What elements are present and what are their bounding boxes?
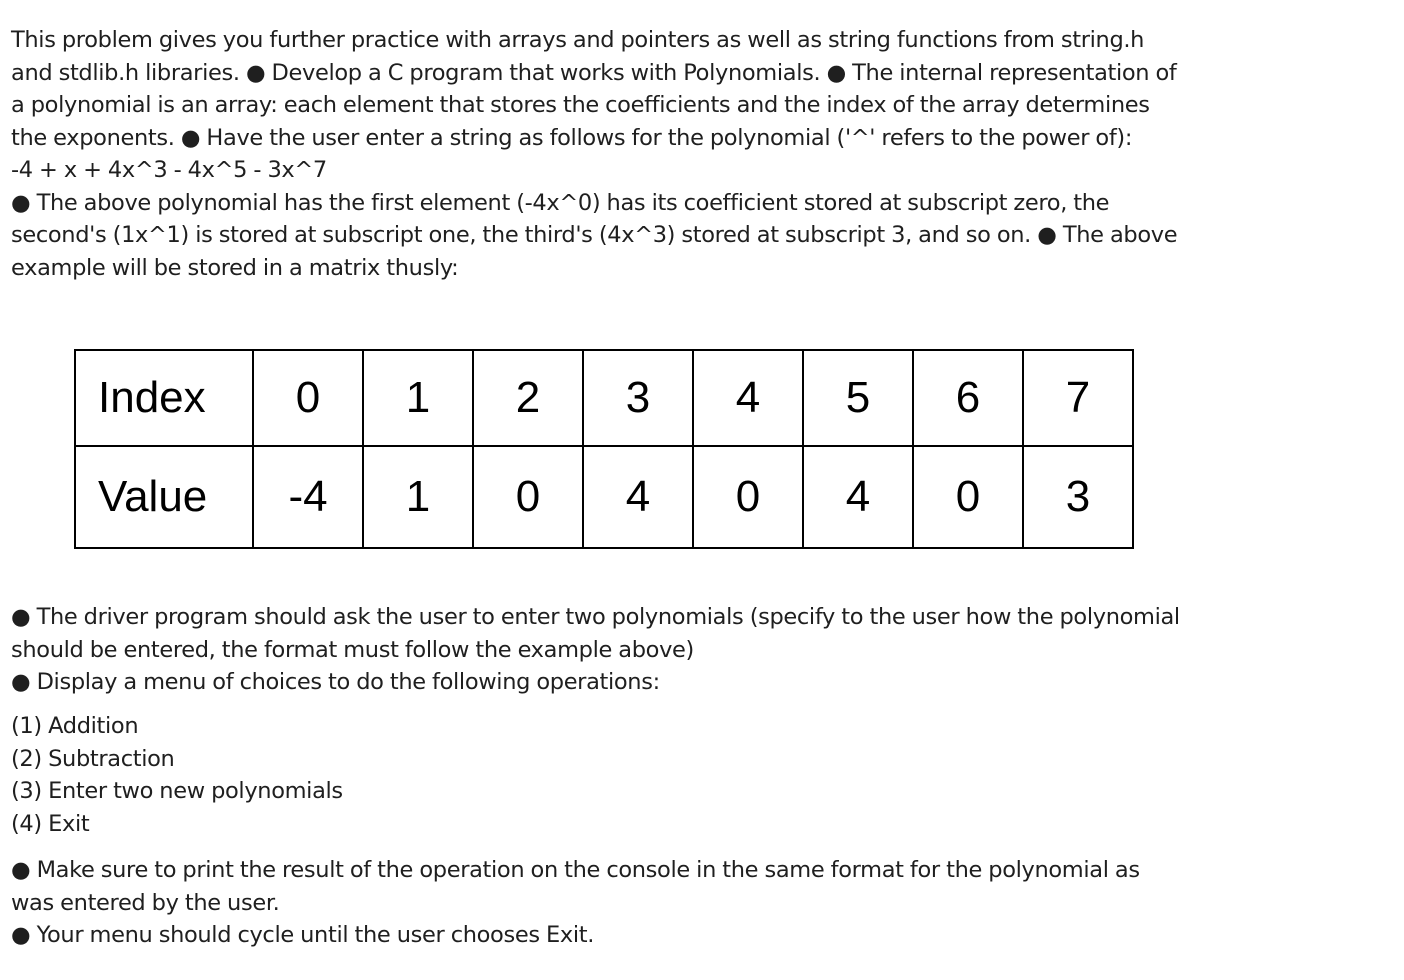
- menu-options-list: (1) Addition (2) Subtraction (3) Enter two new polynomials (4) Exit: [11, 713, 343, 837]
- matrix-index-cell: 1: [363, 350, 473, 446]
- matrix-value-cell: 0: [913, 446, 1023, 548]
- closing-instructions-text: ● Make sure to print the result of the operation on the console in the same format for the polynomial as was entered by the user. ● Your menu should cycle until the user chooses Exit.: [11, 857, 1140, 948]
- matrix-index-cell: 0: [253, 350, 363, 446]
- matrix-index-row: [75, 350, 1133, 446]
- matrix-index-cell: 5: [803, 350, 913, 446]
- problem-intro-text: This problem gives you further practice with arrays and pointers as well as string functions from string.h and stdlib.h libraries. ● Develop a C program that works with Polynomials. ● The internal representation of a polynomial is an array: each element that stores the coefficients and the index of the array determines the exponents. ● Have the user enter a string as follows for the polynomial ('^' refers to the power of): -4 + x + 4x^3 - 4x^5 - 3x^7 ● The above polynomial has the first element (-4x^0) has its coefficient stored at subscript zero, the second's (1x^1) is stored at subscript one, the third's (4x^3) stored at subscript 3, and so on. ● The above example will be stored in a matrix thusly:: [11, 27, 1178, 281]
- matrix-value-header: Value: [75, 446, 253, 548]
- matrix-value-cell: 0: [473, 446, 583, 548]
- matrix-value-cell: 4: [583, 446, 693, 548]
- matrix-index-cell: 3: [583, 350, 693, 446]
- matrix-value-cell: 1: [363, 446, 473, 548]
- matrix-value-cell: -4: [253, 446, 363, 548]
- driver-instructions-text: ● The driver program should ask the user to enter two polynomials (specify to the user how the polynomial should be entered, the format must follow the example above) ● Display a menu of choices to do the following operations:: [11, 604, 1180, 695]
- matrix-value-cell: 3: [1023, 446, 1133, 548]
- matrix-value-cell: 0: [693, 446, 803, 548]
- matrix-value-cell: 4: [803, 446, 913, 548]
- matrix-index-cell: 7: [1023, 350, 1133, 446]
- matrix-index-cell: 4: [693, 350, 803, 446]
- matrix-index-cell: 6: [913, 350, 1023, 446]
- matrix-value-row: [75, 446, 1133, 548]
- matrix-index-header: Index: [75, 350, 253, 446]
- matrix-index-cell: 2: [473, 350, 583, 446]
- polynomial-matrix-table: [74, 349, 1134, 549]
